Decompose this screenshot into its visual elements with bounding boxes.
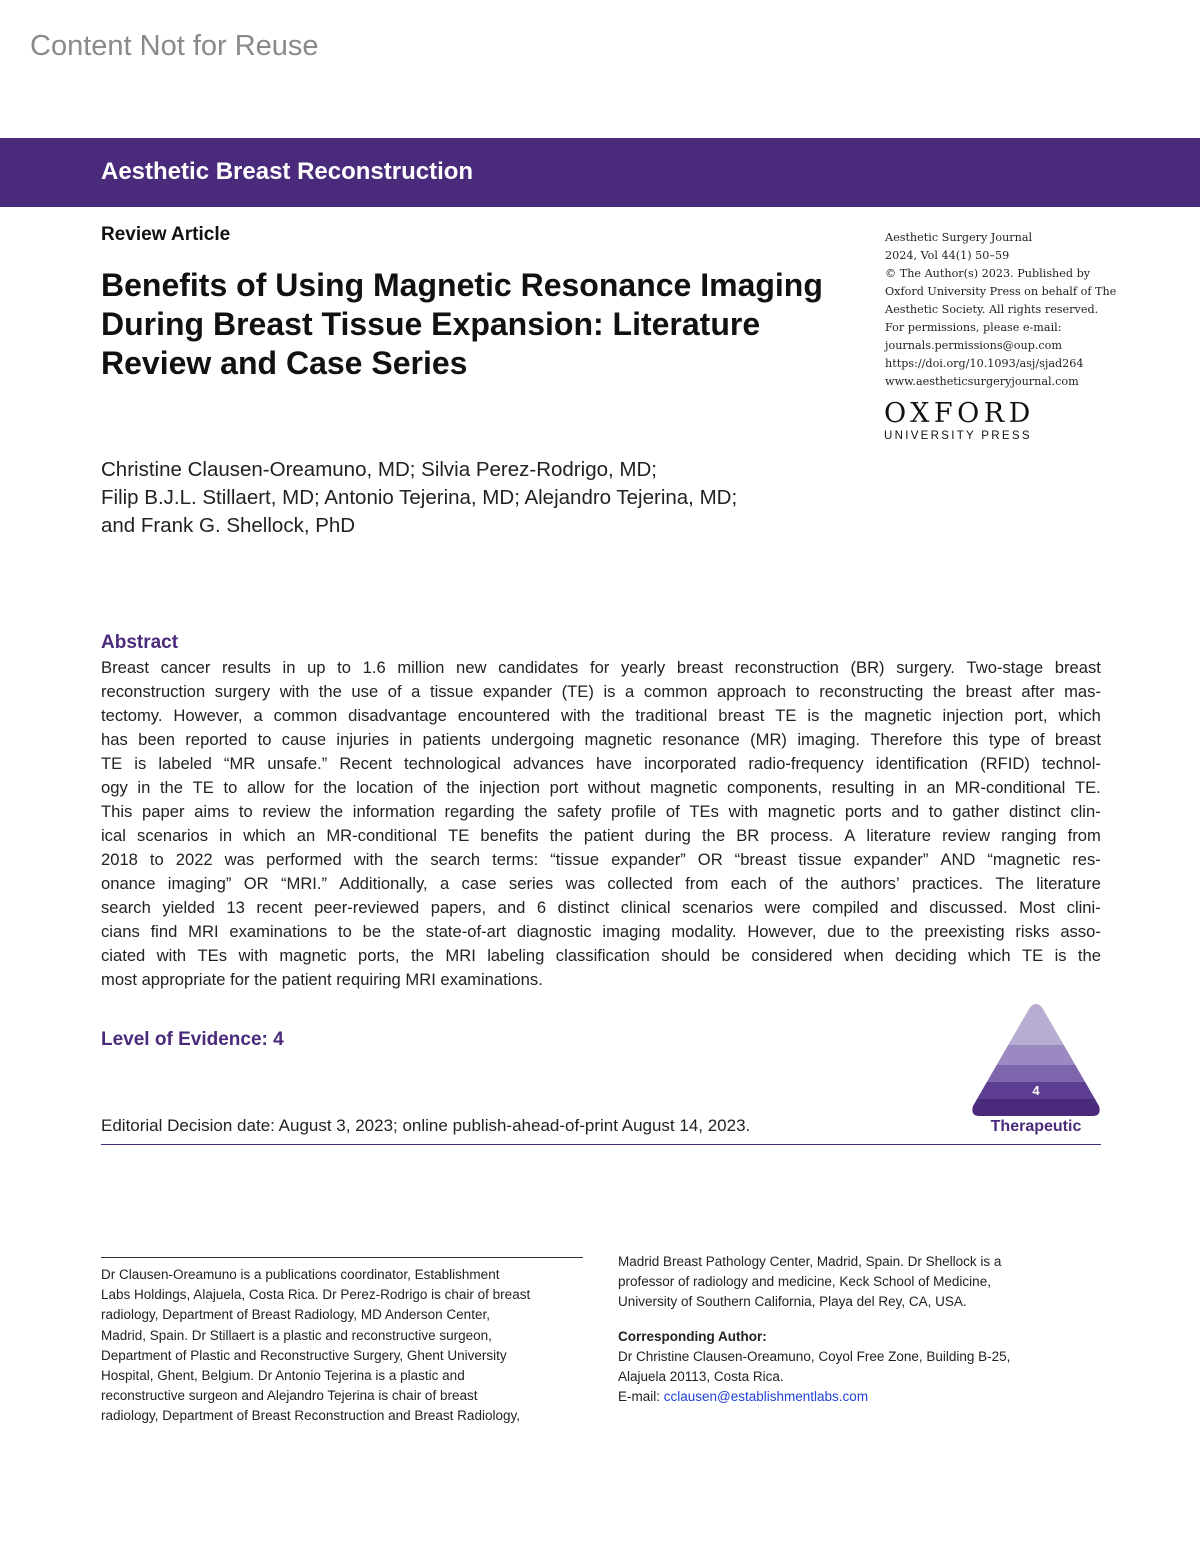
abstract-line: has been reported to cause injuries in patients undergoing magnetic resonance (MR) imaging. Therefore this type of breast — [101, 730, 1101, 749]
abstract-line: 2018 to 2022 was performed with the search terms: “tissue expander” OR “breast tissue expander” AND “magnetic res- — [101, 850, 1101, 869]
pyramid-number: 4 — [1032, 1083, 1040, 1098]
footnote-line: Dr Clausen-Oreamuno is a publications coordinator, Establishment — [101, 1267, 500, 1282]
abstract-line: reconstruction surgery with the use of a tissue expander (TE) is a common approach to reconstructing the breast after mas- — [101, 682, 1101, 701]
abstract-line: ogy in the TE to allow for the location of the injection port without magnetic components, resulting in an MR-conditional TE. — [101, 778, 1101, 797]
copyright-line: Aesthetic Society. All rights reserved. — [885, 303, 1099, 316]
article-type-label: Review Article — [101, 224, 231, 245]
abstract-line: Breast cancer results in up to 1.6 million new candidates for yearly breast reconstruction (BR) surgery. Two-stage breast — [101, 658, 1101, 677]
author-list — [101, 456, 861, 540]
journal-volume: 2024, Vol 44(1) 50–59 — [885, 249, 1010, 262]
corresponding-address-line: Dr Christine Clausen-Oreamuno, Coyol Free Zone, Building B-25, — [618, 1348, 1011, 1364]
footnote-line: professor of radiology and medicine, Keck School of Medicine, — [618, 1274, 991, 1290]
pyramid-caption: Therapeutic — [990, 1118, 1082, 1135]
abstract-line: cians find MRI examinations to be the state-of-art diagnostic imaging modality. However, due to the preexisting risks asso- — [101, 922, 1101, 941]
journal-metadata — [885, 229, 1125, 391]
pyramid-level-1 — [970, 1002, 1102, 1045]
abstract-line: ical scenarios in which an MR-conditional TE benefits the patient during the BR process. A literature review ranging from — [101, 826, 1101, 845]
article-title-line: Review and Case Series — [101, 345, 468, 381]
level-of-evidence: Level of Evidence: 4 — [101, 1029, 284, 1050]
article-title — [101, 266, 871, 383]
divider-rule — [101, 1144, 1101, 1145]
publisher-subtitle: UNIVERSITY PRESS — [884, 430, 1032, 442]
abstract-line: ciated with TEs with magnetic ports, the MRI labeling classification should be considered when deciding which TE is the — [101, 946, 1101, 965]
copyright-line: Oxford University Press on behalf of The — [885, 285, 1117, 298]
footnote-line: Department of Plastic and Reconstructive Surgery, Ghent University — [101, 1347, 507, 1363]
author-line: and Frank G. Shellock, PhD — [101, 514, 356, 537]
author-line: Christine Clausen-Oreamuno, MD; Silvia Perez-Rodrigo, MD; — [101, 458, 657, 481]
abstract-line: TE is labeled “MR unsafe.” Recent technological advances have incorporated radio-frequency identification (RFID) technol- — [101, 754, 1101, 773]
copyright-line: © The Author(s) 2023. Published by — [885, 267, 1091, 280]
corresponding-email-row — [618, 1387, 1108, 1407]
footnote-line: radiology, Department of Breast Radiology, MD Anderson Center, — [101, 1307, 490, 1323]
author-line: Filip B.J.L. Stillaert, MD; Antonio Tejerina, MD; Alejandro Tejerina, MD; — [101, 486, 738, 509]
abstract-line: tectomy. However, a common disadvantage encountered with the traditional breast TE is the magnetic injection port, which — [101, 706, 1101, 725]
footnote-divider — [101, 1257, 583, 1258]
affiliations-footnote-right — [618, 1252, 1108, 1407]
abstract-line: onance imaging” OR “MRI.” Additionally, a case series was collected from each of the authors’ practices. The literature — [101, 874, 1101, 893]
publisher-logo — [884, 398, 1035, 442]
permissions-line: For permissions, please e-mail: — [885, 321, 1062, 334]
evidence-pyramid-icon — [970, 1002, 1102, 1118]
pyramid-level-2 — [970, 1045, 1102, 1065]
footnote-line: Madrid, Spain. Dr Stillaert is a plastic and reconstructive surgeon, — [101, 1327, 492, 1343]
footnote-line: Madrid Breast Pathology Center, Madrid, Spain. Dr Shellock is a — [618, 1254, 1002, 1269]
footnote-line: Hospital, Ghent, Belgium. Dr Antonio Tejerina is a plastic and — [101, 1368, 465, 1384]
pyramid-level-3 — [970, 1065, 1102, 1082]
editorial-decision-date: Editorial Decision date: August 3, 2023; online publish-ahead-of-print August 14, 2023. — [101, 1116, 751, 1135]
abstract-line: search yielded 13 recent peer-reviewed papers, and 6 distinct clinical scenarios were compiled and discussed. Most clini- — [101, 898, 1101, 917]
affiliations-footnote-left — [101, 1265, 591, 1427]
publisher-name: OXFORD — [884, 398, 1035, 429]
corresponding-author-heading: Corresponding Author: — [618, 1328, 767, 1344]
journal-name: Aesthetic Surgery Journal — [885, 231, 1033, 244]
footnote-line: University of Southern California, Playa del Rey, CA, USA. — [618, 1294, 967, 1310]
watermark-text: Content Not for Reuse — [30, 30, 319, 62]
email-link[interactable]: cclausen@establishmentlabs.com — [663, 1389, 869, 1405]
email-label: E-mail: — [618, 1389, 664, 1405]
permissions-email[interactable]: journals.permissions@oup.com — [885, 339, 1063, 352]
section-banner-title: Aesthetic Breast Reconstruction — [101, 158, 474, 185]
abstract-heading: Abstract — [101, 632, 179, 653]
abstract-body — [101, 656, 1101, 992]
footnote-line: reconstructive surgeon and Alejandro Tejerina is chair of breast — [101, 1388, 478, 1404]
article-title-line: During Breast Tissue Expansion: Literature — [101, 306, 761, 342]
footnote-line: radiology, Department of Breast Reconstruction and Breast Radiology, — [101, 1408, 520, 1424]
footnote-line: Labs Holdings, Alajuela, Costa Rica. Dr Perez-Rodrigo is chair of breast — [101, 1287, 531, 1303]
abstract-line: This paper aims to review the information regarding the safety profile of TEs with magnetic ports and to gather distinct clin- — [101, 802, 1101, 821]
journal-website-link[interactable]: www.aestheticsurgeryjournal.com — [885, 375, 1079, 388]
abstract-line: most appropriate for the patient requiring MRI examinations. — [101, 970, 543, 989]
doi-link[interactable]: https://doi.org/10.1093/asj/sjad264 — [885, 357, 1084, 370]
corresponding-address-line: Alajuela 20113, Costa Rica. — [618, 1369, 784, 1385]
pyramid-level-5 — [970, 1099, 1102, 1118]
article-title-line: Benefits of Using Magnetic Resonance Imaging — [101, 267, 823, 303]
